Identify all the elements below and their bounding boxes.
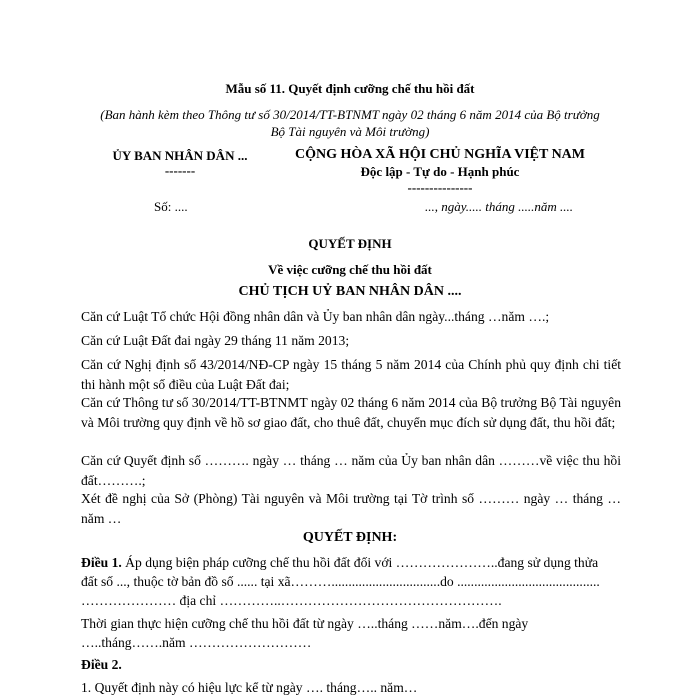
article-2-item-1: 1. Quyết định này có hiệu lực kể từ ngày …. tháng….. năm… bbox=[81, 680, 418, 695]
form-subtitle-line2: Bộ Tài nguyên và Môi trường) bbox=[270, 124, 430, 139]
article-1-text: Áp dụng biện pháp cưỡng chế thu hồi đất đối với …………………..đang sử dụng thửa bbox=[121, 555, 599, 570]
legal-basis-2: Căn cứ Luật Đất đai ngày 29 tháng 11 năm 2013; bbox=[81, 333, 350, 348]
document-number: Số: .... bbox=[154, 199, 188, 214]
document-date: ..., ngày..... tháng .....năm .... bbox=[425, 199, 574, 214]
article-1-line-2: đất số ..., thuộc tờ bản đồ số ...... tại xã………................................do .......................................... bbox=[81, 574, 600, 589]
decision-heading: QUYẾT ĐỊNH bbox=[308, 236, 392, 251]
national-title: CỘNG HÒA XÃ HỘI CHỦ NGHĨA VIỆT NAM bbox=[294, 147, 585, 162]
form-subtitle-line1: (Ban hành kèm theo Thông tư số 30/2014/TT-BTNMT ngày 02 tháng 6 năm 2014 của Bộ trưởng bbox=[100, 107, 600, 122]
legal-basis-6: Xét đề nghị của Sở (Phòng) Tài nguyên và Môi trường tại Tờ trình số ……… ngày … tháng … năm … bbox=[81, 491, 621, 526]
article-1-label: Điều 1. bbox=[81, 555, 122, 570]
legal-basis-5: Căn cứ Quyết định số ………. ngày … tháng … năm của Ủy ban nhân dân ………về việc thu hồi đất……….; bbox=[81, 453, 621, 488]
article-1-time-line-1: Thời gian thực hiện cưỡng chế thu hồi đất từ ngày …..tháng ……năm….đến ngày bbox=[81, 616, 529, 631]
legal-basis-3: Căn cứ Nghị định số 43/2014/NĐ-CP ngày 15 tháng 5 năm 2014 của Chính phủ quy định chi tiết thi hành một số điều của Luật Đất đai; bbox=[81, 357, 621, 392]
article-1-line-1 bbox=[81, 553, 621, 573]
legal-basis-1: Căn cứ Luật Tổ chức Hội đồng nhân dân và Ủy ban nhân dân ngày...tháng …năm ….; bbox=[81, 309, 550, 324]
issuing-organization: ỦY BAN NHÂN DÂN ... bbox=[112, 148, 248, 163]
national-motto: Độc lập - Tự do - Hạnh phúc bbox=[360, 164, 520, 179]
legal-basis-4: Căn cứ Thông tư số 30/2014/TT-BTNMT ngày 02 tháng 6 năm 2014 của Bộ trưởng Bộ Tài nguyên và Môi trường quy định về hồ sơ giao đất, cho thuê đất, chuyển mục đích sử dụng đất, thu hồi đất; bbox=[81, 395, 621, 430]
decision-subject: Về việc cưỡng chế thu hồi đất bbox=[268, 262, 432, 277]
article-1-time-line-2: …..tháng…….năm ……………………… bbox=[81, 635, 312, 650]
form-title: Mẫu số 11. Quyết định cưỡng chế thu hồi đất bbox=[225, 81, 475, 96]
decision-authority: CHỦ TỊCH UỶ BAN NHÂN DÂN .... bbox=[238, 284, 462, 299]
organization-divider: ------- bbox=[164, 163, 196, 178]
decides-heading: QUYẾT ĐỊNH: bbox=[302, 530, 398, 545]
article-1-line-3: ………………… địa chỉ …………..…………………………………………. bbox=[81, 593, 502, 608]
motto-divider: --------------- bbox=[407, 180, 473, 195]
article-2-label: Điều 2. bbox=[81, 657, 122, 672]
